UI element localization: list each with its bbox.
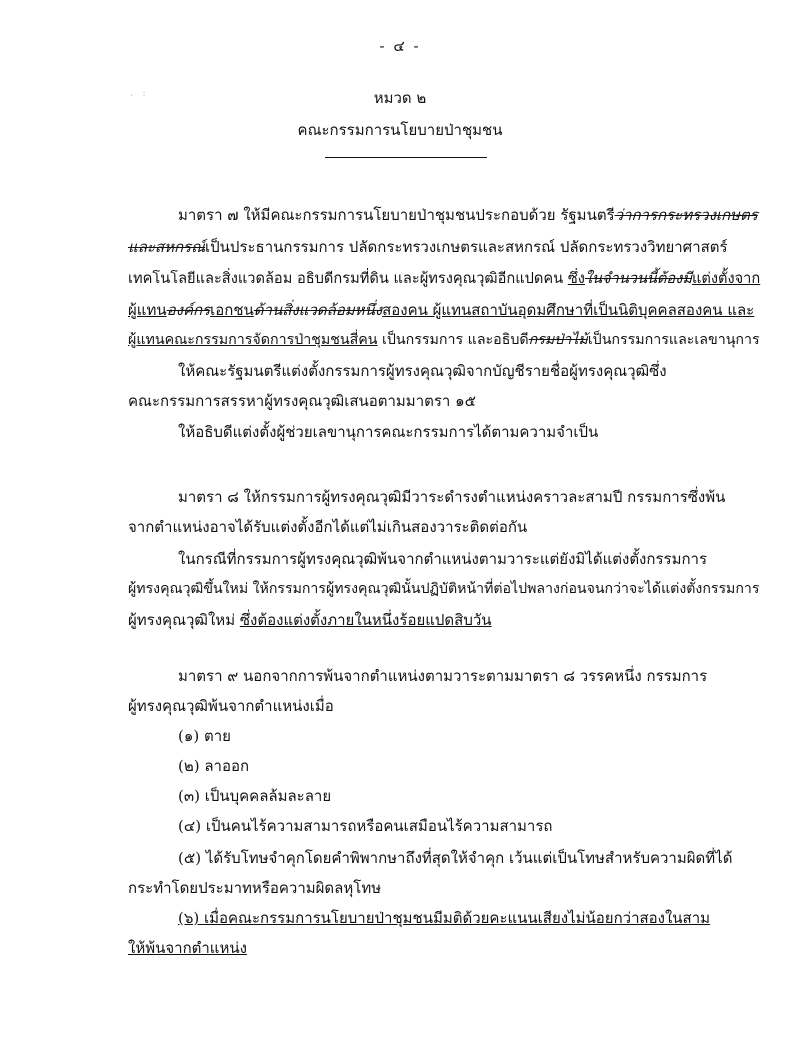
s9-line-1: มาตรา ๙ นอกจากการพ้นจากตำแหน่งตามวาระตามมาตรา ๘ วรรคหนึ่ง กรรมการ [178, 667, 708, 685]
s9-item-3: (๓) เป็นบุคคลล้มละลาย [178, 787, 332, 805]
scan-artifact: . : [130, 88, 149, 99]
s9-item-6-line-2: ให้พ้นจากตำแหน่ง [128, 939, 247, 957]
s9-item-4: (๔) เป็นคนไร้ความสามารถหรือคนเสมือนไร้ความสามารถ [178, 817, 553, 835]
s8-line-5: ผู้ทรงคุณวุฒิใหม่ ซึ่งต้องแต่งตั้งภายในหนึ่งร้อยแปดสิบวัน [128, 611, 492, 629]
s9-item-5-line-1: (๕) ได้รับโทษจำคุกโดยคำพิพากษาถึงที่สุดให้จำคุก เว้นแต่เป็นโทษสำหรับความผิดที่ได้ [178, 849, 733, 867]
s7-para2-line-1: ให้คณะรัฐมนตรีแต่งตั้งกรรมการผู้ทรงคุณวุฒิจากบัญชีรายชื่อผู้ทรงคุณวุฒิซึ่ง [178, 362, 667, 380]
s7-line-4: ผู้แทนองค์กรเอกชนด้านสิ่งแวดล้อมหนึ่งสองคน ผู้แทนสถาบันอุดมศึกษาที่เป็นนิติบุคคลสองคน และ [128, 301, 755, 319]
s9-item-2: (๒) ลาออก [178, 757, 250, 775]
s8-line-3: ในกรณีที่กรรมการผู้ทรงคุณวุฒิพ้นจากตำแหน่งตามวาระแต่ยังมิได้แต่งตั้งกรรมการ [178, 550, 708, 568]
page-number: - ๔ - [379, 37, 421, 55]
s7-line-2: และสหกรณ์เป็นประธานกรรมการ ปลัดกระทรวงเกษตรและสหกรณ์ ปลัดกระทรวงวิทยาศาสตร์ [128, 238, 728, 256]
s9-item-6-line-1: (๖) เมื่อคณะกรรมการนโยบายป่าชุมชนมีมติด้วยคะแนนเสียงไม่น้อยกว่าสองในสาม [178, 909, 711, 927]
s9-line-2: ผู้ทรงคุณวุฒิพ้นจากตำแหน่งเมื่อ [128, 697, 334, 715]
s7-line-5: ผู้แทนคณะกรรมการจัดการป่าชุมชนสี่คน เป็นกรรมการ และอธิบดีกรมป่าไม้เป็นกรรมการและเลขานุการ [128, 332, 760, 348]
s9-item-1: (๑) ตาย [178, 727, 231, 745]
s7-line-1: มาตรา ๗ ให้มีคณะกรรมการนโยบายป่าชุมชนประกอบด้วย รัฐมนตรีว่าการกระทรวงเกษตร [178, 206, 758, 224]
s7-line-3: เทคโนโลยีและสิ่งแวดล้อม อธิบดีกรมที่ดิน และผู้ทรงคุณวุฒิอีกแปดคน ซึ่งในจำนวนนี้ต้องมีแต่งตั้งจาก [128, 270, 761, 287]
s9-item-5-line-2: กระทำโดยประมาทหรือความผิดลหุโทษ [128, 879, 382, 897]
s8-line-2: จากตำแหน่งอาจได้รับแต่งตั้งอีกได้แต่ไม่เกินสองวาระติดต่อกัน [128, 518, 528, 536]
heading-underline [325, 157, 487, 158]
chapter-heading: คณะกรรมการนโยบายป่าชุมชน [297, 121, 503, 139]
s8-line-1: มาตรา ๘ ให้กรรมการผู้ทรงคุณวุฒิมีวาระดำรงตำแหน่งคราวละสามปี กรรมการซึ่งพ้น [178, 488, 726, 506]
s7-para3: ให้อธิบดีแต่งตั้งผู้ช่วยเลขานุการคณะกรรมการได้ตามความจำเป็น [178, 423, 599, 441]
s7-para2-line-2: คณะกรรมการสรรหาผู้ทรงคุณวุฒิเสนอตามมาตรา ๑๕ [128, 392, 476, 410]
s8-line-4: ผู้ทรงคุณวุฒิขึ้นใหม่ ให้กรรมการผู้ทรงคุณวุฒินั้นปฏิบัติหน้าที่ต่อไปพลางก่อนจนกว่าจะได้แต่งตั้งกรรมการ [128, 581, 760, 597]
chapter-title: หมวด ๒ [373, 89, 427, 107]
